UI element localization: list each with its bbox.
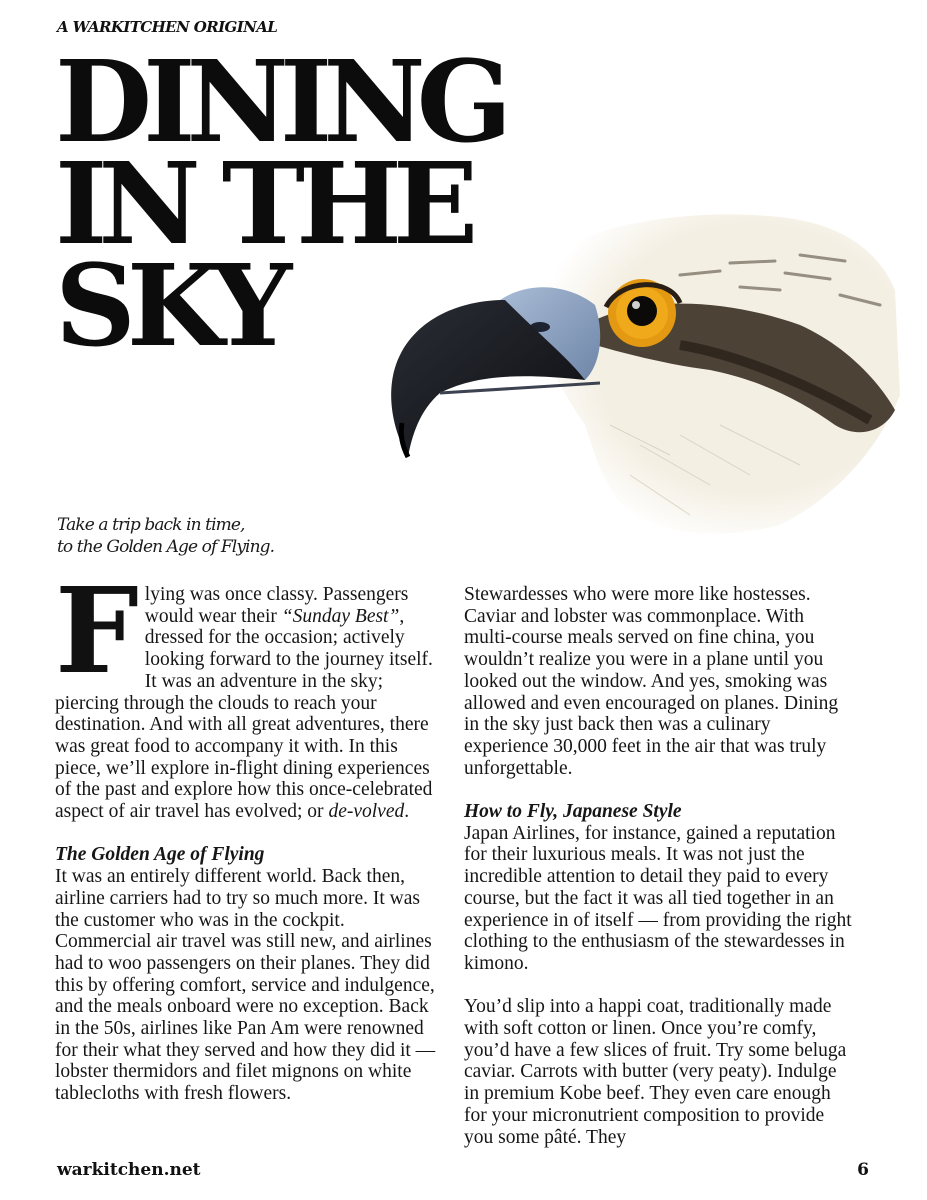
- osprey-head-illustration: [380, 195, 900, 540]
- drop-cap: F: [55, 561, 137, 700]
- footer-site-link[interactable]: warkitchen.net: [57, 1160, 201, 1180]
- article-column-right: [464, 584, 854, 1148]
- kicker: A WARKITCHEN ORIGINAL: [57, 18, 278, 36]
- headline-line-2: IN THE: [55, 139, 470, 270]
- golden-age-paragraph: It was an entirely different world. Back then, airline carriers had to try so much more. It was the customer who was in the cockpit. Commercial air travel was still new, and airlines had to woo passengers on their planes. They did this by offering comfort, service and indulgence, and the meals onboard were no exception. Back in the 50s, airlines like Pan Am were renowned for their what they served and how they did it — lobster thermidors and filet mignons on white tablecloths with fresh flowers.: [55, 866, 436, 1105]
- intro-text-2: , dressed for the occasion; actively looking forward to the journey itself. It was an adventure in the sky; piercing through the clouds to reach your destination. And with all great adventures, there was great food to accompany it with. In this piece, we’ll explore in-flight dining experiences of the past and explore how this once-celebrated aspect of air travel has evolved; or: [55, 605, 433, 823]
- subhead-line-2: to the Golden Age of Flying.: [57, 537, 275, 557]
- golden-age-continued: Stewardesses who were more like hostesses. Caviar and lobster was commonplace. With multi-course meals served on fine china, you wouldn’t realize you were in a plane until you looked out the window. And yes, smoking was allowed and even encouraged on planes. Dining in the sky just back then was a culinary experience 30,000 feet in the air that was truly unforgettable.: [464, 584, 839, 779]
- article-column-left: [55, 561, 443, 1105]
- section-heading-japanese-style: How to Fly, Japanese Style: [464, 801, 682, 823]
- page-number: 6: [857, 1160, 869, 1180]
- japan-paragraph-1: Japan Airlines, for instance, gained a reputation for their luxurious meals. It was not just the incredible attention to detail they paid to every course, but the fact it was all tied together in an experience in of itself — from providing the right clothing to the enthusiasm of the stewardesses in kimono.: [464, 822, 852, 974]
- intro-text-1: lying was once classy. Passengers would wear their: [144, 584, 409, 627]
- headline-line-3: SKY: [55, 241, 284, 372]
- intro-text-3: .: [404, 801, 410, 823]
- intro-paragraph: [55, 561, 443, 823]
- subhead-line-1: Take a trip back in time,: [57, 515, 245, 535]
- subhead: [57, 514, 274, 558]
- japan-paragraph-2: You’d slip into a happi coat, traditionally made with soft cotton or linen. Once you’re comfy, you’d have a few slices of fruit. Try some beluga caviar. Carrots with butter (very peaty). Indulge in premium Kobe beef. They even care enough for your micronutrient composition to provide you some pâté. They: [464, 996, 847, 1148]
- section-heading-golden-age: The Golden Age of Flying: [55, 844, 265, 866]
- intro-emphasis-1: “Sunday Best”: [281, 605, 400, 627]
- intro-emphasis-2: de-volved: [328, 801, 405, 823]
- headline-line-1: DINING: [55, 37, 504, 168]
